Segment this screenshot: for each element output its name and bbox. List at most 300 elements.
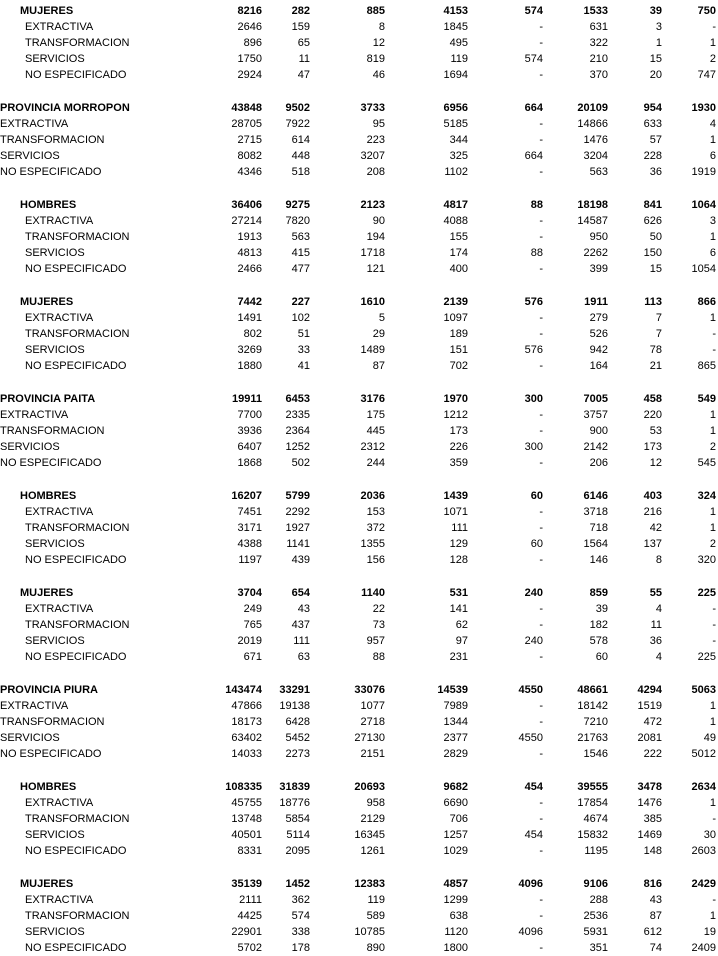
block-header-row <box>0 391 718 407</box>
block-header-label: PROVINCIA PAITA <box>0 393 96 405</box>
cell-value: 18142 <box>577 700 608 712</box>
cell-value: 1610 <box>360 296 385 308</box>
cell-value: 6428 <box>285 716 310 728</box>
cell-value: 631 <box>589 21 608 33</box>
cell-value: 43 <box>297 603 310 615</box>
cell-value: 39 <box>649 5 662 17</box>
cell-value: 324 <box>697 490 716 502</box>
cell-value: 9275 <box>285 199 310 211</box>
cell-value: 11 <box>298 53 310 65</box>
block-header-row <box>0 682 718 698</box>
cell-value: 4674 <box>583 813 608 825</box>
cell-value: 50 <box>649 231 662 243</box>
cell-value: 2377 <box>443 732 468 744</box>
row-label: NO ESPECIFICADO <box>25 263 127 275</box>
cell-value: 3176 <box>360 393 385 405</box>
cell-value: 1077 <box>360 700 385 712</box>
cell-value: 5012 <box>691 748 716 760</box>
cell-value: 5854 <box>285 813 310 825</box>
cell-value: 12 <box>372 37 385 49</box>
table-row <box>0 520 718 536</box>
row-label: NO ESPECIFICADO <box>0 748 102 760</box>
cell-value: 1476 <box>583 134 608 146</box>
cell-value: 7922 <box>285 118 310 130</box>
cell-value: 4 <box>655 603 662 615</box>
cell-value: 2273 <box>285 748 310 760</box>
cell-value: 249 <box>243 603 262 615</box>
cell-value: 9106 <box>583 878 608 890</box>
table-block-gender <box>0 294 718 374</box>
cell-value: 57 <box>649 134 662 146</box>
cell-value: 1 <box>709 312 716 324</box>
cell-value: 664 <box>524 150 543 162</box>
block-header-label: HOMBRES <box>20 490 77 502</box>
cell-value: 320 <box>697 554 716 566</box>
cell-value: 957 <box>366 635 385 647</box>
cell-value: 108335 <box>225 781 262 793</box>
cell-value: - <box>539 215 543 227</box>
cell-value: 454 <box>524 829 543 841</box>
cell-value: 300 <box>524 393 543 405</box>
cell-value: 20109 <box>577 102 608 114</box>
cell-value: 39555 <box>577 781 608 793</box>
cell-value: 4425 <box>237 910 262 922</box>
cell-value: 87 <box>372 360 385 372</box>
cell-value: 60 <box>595 651 608 663</box>
cell-value: 220 <box>643 409 662 421</box>
cell-value: 18198 <box>577 199 608 211</box>
cell-value: 1927 <box>285 522 310 534</box>
cell-value: 5185 <box>443 118 468 130</box>
cell-value: 1 <box>709 716 716 728</box>
cell-value: 3733 <box>360 102 385 114</box>
cell-value: 41 <box>297 360 310 372</box>
table-row <box>0 51 718 67</box>
cell-value: 173 <box>449 425 468 437</box>
table-row <box>0 213 718 229</box>
table-row <box>0 455 718 471</box>
cell-value: 2262 <box>583 247 608 259</box>
cell-value: 29 <box>372 328 385 340</box>
cell-value: 45755 <box>231 797 262 809</box>
cell-value: - <box>539 360 543 372</box>
cell-value: 4 <box>655 651 662 663</box>
cell-value: 1911 <box>584 296 608 308</box>
cell-value: 222 <box>643 748 662 760</box>
cell-value: 654 <box>291 587 310 599</box>
cell-value: 143474 <box>225 684 262 696</box>
cell-value: 1564 <box>583 538 608 550</box>
cell-value: 6956 <box>443 102 468 114</box>
cell-value: 6690 <box>443 797 468 809</box>
cell-value: 227 <box>291 296 310 308</box>
cell-value: 370 <box>589 69 608 81</box>
cell-value: 28705 <box>231 118 262 130</box>
table-row <box>0 649 718 665</box>
cell-value: 2292 <box>285 506 310 518</box>
cell-value: 5452 <box>285 732 310 744</box>
cell-value: 3204 <box>583 150 608 162</box>
cell-value: 3207 <box>360 150 385 162</box>
cell-value: 11 <box>650 619 662 631</box>
row-label: SERVICIOS <box>25 344 85 356</box>
cell-value: 63402 <box>231 732 262 744</box>
cell-value: 223 <box>366 134 385 146</box>
block-header-label: PROVINCIA MORROPON <box>0 102 130 114</box>
cell-value: 4550 <box>518 684 543 696</box>
cell-value: 1261 <box>360 845 385 857</box>
cell-value: 4346 <box>237 166 262 178</box>
cell-value: 1694 <box>443 69 468 81</box>
cell-value: 633 <box>643 118 662 130</box>
cell-value: 2129 <box>360 813 385 825</box>
cell-value: 526 <box>589 328 608 340</box>
cell-value: 2829 <box>443 748 468 760</box>
cell-value: - <box>539 619 543 631</box>
cell-value: 612 <box>643 926 662 938</box>
cell-value: 750 <box>697 5 716 17</box>
cell-value: 102 <box>291 312 310 324</box>
cell-value: 4096 <box>518 926 543 938</box>
cell-value: 174 <box>449 247 468 259</box>
table-row <box>0 358 718 374</box>
cell-value: - <box>539 134 543 146</box>
cell-value: 1533 <box>583 5 608 17</box>
cell-value: 15832 <box>577 829 608 841</box>
cell-value: 8082 <box>237 150 262 162</box>
cell-value: 240 <box>524 635 543 647</box>
cell-value: 62 <box>455 619 468 631</box>
table-row <box>0 67 718 83</box>
cell-value: 8 <box>378 21 385 33</box>
cell-value: 448 <box>291 150 310 162</box>
cell-value: 4813 <box>237 247 262 259</box>
row-label: EXTRACTIVA <box>25 506 94 518</box>
cell-value: 1120 <box>444 926 468 938</box>
block-header-row <box>0 3 718 19</box>
cell-value: 10785 <box>354 926 385 938</box>
cell-value: 65 <box>297 37 310 49</box>
row-label: NO ESPECIFICADO <box>25 651 127 663</box>
cell-value: 1913 <box>237 231 262 243</box>
table-row <box>0 164 718 180</box>
cell-value: 36 <box>649 635 662 647</box>
cell-value: 173 <box>643 441 662 453</box>
row-label: SERVICIOS <box>25 926 85 938</box>
cell-value: 155 <box>449 231 468 243</box>
cell-value: 14866 <box>577 118 608 130</box>
cell-value: 6 <box>709 247 716 259</box>
cell-value: 1 <box>709 910 716 922</box>
row-label: TRANSFORMACION <box>0 425 105 437</box>
cell-value: 63 <box>297 651 310 663</box>
row-label: SERVICIOS <box>0 441 60 453</box>
block-header-row <box>0 100 718 116</box>
table-row <box>0 714 718 730</box>
cell-value: 2312 <box>360 441 385 453</box>
cell-value: 151 <box>449 344 468 356</box>
cell-value: 885 <box>366 5 385 17</box>
cell-value: 40501 <box>231 829 262 841</box>
cell-value: 589 <box>366 910 385 922</box>
cell-value: 4294 <box>637 684 662 696</box>
table-row <box>0 924 718 940</box>
cell-value: - <box>539 554 543 566</box>
cell-value: 2123 <box>360 199 385 211</box>
row-label: NO ESPECIFICADO <box>25 360 127 372</box>
cell-value: 896 <box>243 37 262 49</box>
cell-value: 1880 <box>237 360 262 372</box>
cell-value: 1469 <box>637 829 662 841</box>
row-label: TRANSFORMACION <box>25 813 130 825</box>
table-row <box>0 843 718 859</box>
cell-value: 141 <box>449 603 468 615</box>
cell-value: 31839 <box>279 781 310 793</box>
cell-value: 21 <box>649 360 662 372</box>
cell-value: - <box>539 522 543 534</box>
cell-value: 194 <box>366 231 385 243</box>
cell-value: - <box>712 603 716 615</box>
cell-value: 1 <box>709 134 716 146</box>
cell-value: 454 <box>524 781 543 793</box>
cell-value: 111 <box>293 635 310 647</box>
cell-value: 563 <box>589 166 608 178</box>
block-header-row <box>0 197 718 213</box>
table-row <box>0 229 718 245</box>
cell-value: 403 <box>643 490 662 502</box>
cell-value: 8 <box>655 554 662 566</box>
table-row <box>0 132 718 148</box>
block-header-label: HOMBRES <box>20 781 77 793</box>
cell-value: 3704 <box>237 587 262 599</box>
cell-value: 2429 <box>691 878 716 890</box>
cell-value: 1355 <box>360 538 385 550</box>
cell-value: 7451 <box>237 506 262 518</box>
cell-value: 3 <box>655 21 662 33</box>
cell-value: 1546 <box>583 748 608 760</box>
cell-value: 1 <box>655 37 662 49</box>
table-row <box>0 261 718 277</box>
cell-value: 2139 <box>443 296 468 308</box>
cell-value: 1930 <box>691 102 716 114</box>
cell-value: 16207 <box>231 490 262 502</box>
cell-value: 399 <box>589 263 608 275</box>
row-label: SERVICIOS <box>0 732 60 744</box>
cell-value: 5114 <box>286 829 310 841</box>
table-row <box>0 148 718 164</box>
cell-value: 48661 <box>577 684 608 696</box>
cell-value: 1 <box>709 37 716 49</box>
cell-value: 5799 <box>285 490 310 502</box>
cell-value: 702 <box>449 360 468 372</box>
cell-value: 472 <box>643 716 662 728</box>
cell-value: 87 <box>649 910 662 922</box>
cell-value: 113 <box>644 296 662 308</box>
cell-value: 47866 <box>231 700 262 712</box>
cell-value: 1845 <box>443 21 468 33</box>
cell-value: 137 <box>643 538 662 550</box>
cell-value: 12 <box>649 457 662 469</box>
cell-value: - <box>539 425 543 437</box>
cell-value: 1 <box>709 425 716 437</box>
table-block-provincia <box>0 391 718 471</box>
cell-value: - <box>539 506 543 518</box>
cell-value: 7005 <box>583 393 608 405</box>
cell-value: 20693 <box>354 781 385 793</box>
cell-value: 7 <box>655 312 662 324</box>
cell-value: - <box>539 797 543 809</box>
cell-value: 46 <box>372 69 385 81</box>
cell-value: 33 <box>297 344 310 356</box>
cell-value: 74 <box>649 942 662 954</box>
cell-value: 16345 <box>354 829 385 841</box>
cell-value: 27130 <box>354 732 385 744</box>
cell-value: 706 <box>449 813 468 825</box>
cell-value: 322 <box>589 37 608 49</box>
cell-value: 1140 <box>361 587 385 599</box>
cell-value: - <box>539 263 543 275</box>
cell-value: 14539 <box>437 684 468 696</box>
cell-value: 225 <box>697 651 716 663</box>
block-header-row <box>0 488 718 504</box>
table-row <box>0 116 718 132</box>
cell-value: 2603 <box>691 845 716 857</box>
table-block-gender <box>0 3 718 83</box>
cell-value: 175 <box>366 409 385 421</box>
cell-value: 27214 <box>231 215 262 227</box>
cell-value: 2646 <box>237 21 262 33</box>
cell-value: 1299 <box>443 894 468 906</box>
cell-value: 78 <box>649 344 662 356</box>
table-row <box>0 811 718 827</box>
cell-value: 1 <box>709 700 716 712</box>
cell-value: 4088 <box>443 215 468 227</box>
cell-value: 2409 <box>691 942 716 954</box>
cell-value: 60 <box>530 538 543 550</box>
row-label: SERVICIOS <box>25 53 85 65</box>
cell-value: 4153 <box>443 5 468 17</box>
table-row <box>0 892 718 908</box>
cell-value: 1029 <box>443 845 468 857</box>
cell-value: 9502 <box>285 102 310 114</box>
cell-value: 1071 <box>443 506 468 518</box>
cell-value: 47 <box>297 69 310 81</box>
cell-value: 2151 <box>360 748 385 760</box>
cell-value: 2 <box>709 53 716 65</box>
cell-value: 2715 <box>237 134 262 146</box>
cell-value: 1212 <box>443 409 468 421</box>
cell-value: 129 <box>449 538 468 550</box>
cell-value: 36406 <box>231 199 262 211</box>
cell-value: 128 <box>449 554 468 566</box>
cell-value: 865 <box>697 360 716 372</box>
cell-value: 325 <box>449 150 468 162</box>
cell-value: 42 <box>649 522 662 534</box>
cell-value: 5702 <box>237 942 262 954</box>
cell-value: 477 <box>291 263 310 275</box>
cell-value: 2536 <box>583 910 608 922</box>
cell-value: 36 <box>649 166 662 178</box>
cell-value: 1 <box>709 231 716 243</box>
cell-value: - <box>539 69 543 81</box>
cell-value: 88 <box>530 199 543 211</box>
cell-value: 148 <box>643 845 662 857</box>
table-row <box>0 795 718 811</box>
cell-value: - <box>712 344 716 356</box>
table-row <box>0 310 718 326</box>
cell-value: 3269 <box>237 344 262 356</box>
block-header-row <box>0 779 718 795</box>
cell-value: - <box>712 619 716 631</box>
cell-value: 819 <box>366 53 385 65</box>
row-label: TRANSFORMACION <box>25 328 130 340</box>
row-label: NO ESPECIFICADO <box>0 457 102 469</box>
cell-value: 3171 <box>237 522 262 534</box>
row-label: EXTRACTIVA <box>25 603 94 615</box>
cell-value: 1489 <box>360 344 385 356</box>
cell-value: 1064 <box>691 199 716 211</box>
cell-value: 153 <box>366 506 385 518</box>
cell-value: - <box>539 312 543 324</box>
cell-value: 4388 <box>237 538 262 550</box>
cell-value: 208 <box>366 166 385 178</box>
cell-value: 664 <box>524 102 543 114</box>
cell-value: 1491 <box>237 312 262 324</box>
row-label: SERVICIOS <box>25 247 85 259</box>
cell-value: 20 <box>649 69 662 81</box>
cell-value: - <box>539 813 543 825</box>
table-row <box>0 698 718 714</box>
table-row <box>0 439 718 455</box>
cell-value: 816 <box>643 878 662 890</box>
block-header-row <box>0 294 718 310</box>
cell-value: 1718 <box>360 247 385 259</box>
cell-value: 1 <box>709 409 716 421</box>
cell-value: 2718 <box>360 716 385 728</box>
cell-value: 385 <box>643 813 662 825</box>
cell-value: 21763 <box>577 732 608 744</box>
cell-value: 718 <box>589 522 608 534</box>
cell-value: 3 <box>709 215 716 227</box>
cell-value: 19 <box>703 926 716 938</box>
cell-value: 121 <box>366 263 385 275</box>
cell-value: 1 <box>709 522 716 534</box>
row-label: EXTRACTIVA <box>25 215 94 227</box>
table-block-gender <box>0 779 718 859</box>
block-header-label: PROVINCIA PIURA <box>0 684 98 696</box>
cell-value: 90 <box>372 215 385 227</box>
cell-value: 4096 <box>518 878 543 890</box>
row-label: TRANSFORMACION <box>0 716 105 728</box>
cell-value: 119 <box>367 894 385 906</box>
cell-value: 1439 <box>443 490 468 502</box>
cell-value: 2466 <box>237 263 262 275</box>
block-header-row <box>0 876 718 892</box>
cell-value: 372 <box>366 522 385 534</box>
cell-value: 1197 <box>238 554 262 566</box>
cell-value: 210 <box>589 53 608 65</box>
row-label: EXTRACTIVA <box>25 21 94 33</box>
cell-value: 1054 <box>691 263 716 275</box>
cell-value: 576 <box>524 344 543 356</box>
table-row <box>0 827 718 843</box>
cell-value: 6 <box>709 150 716 162</box>
cell-value: 574 <box>524 53 543 65</box>
cell-value: 502 <box>291 457 310 469</box>
cell-value: 9682 <box>443 781 468 793</box>
cell-value: - <box>712 21 716 33</box>
cell-value: - <box>539 37 543 49</box>
